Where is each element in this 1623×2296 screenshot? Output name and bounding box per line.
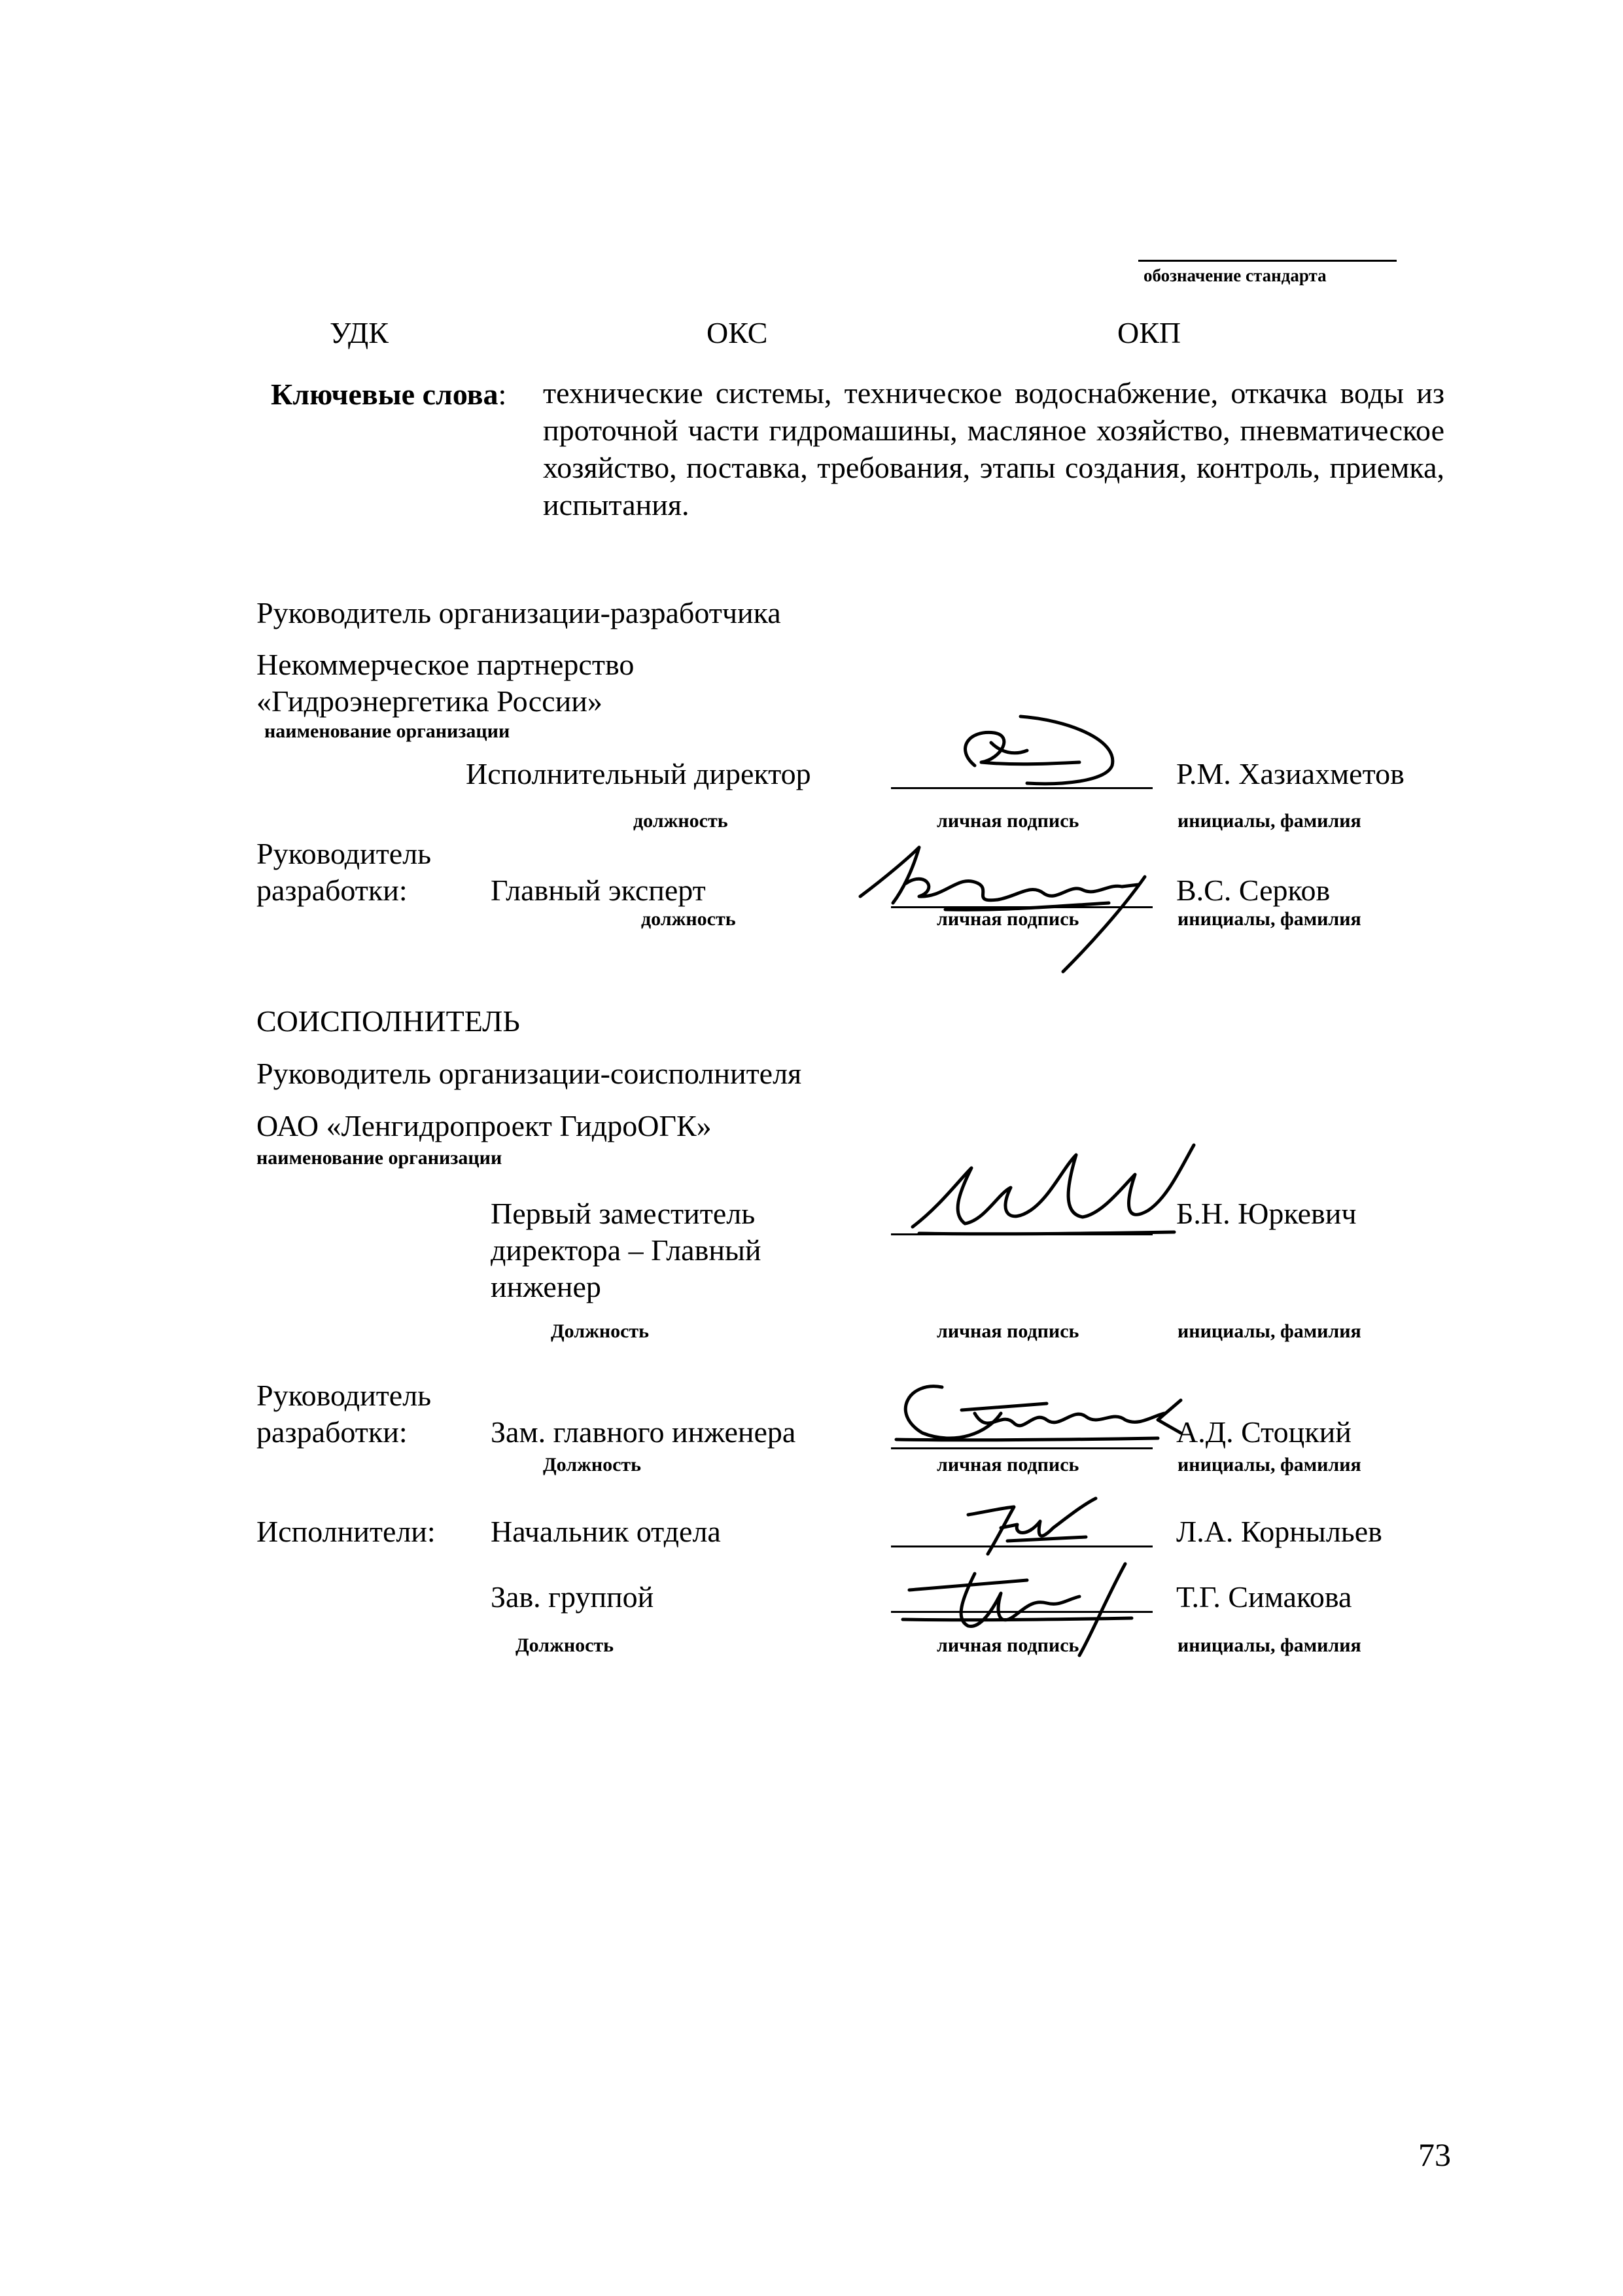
- exec-name-caption: инициалы, фамилия: [1178, 1634, 1361, 1656]
- oks-label: ОКС: [707, 316, 768, 349]
- developer-lead-label-1: Руководитель: [256, 837, 432, 870]
- coexecutor-head-position-3: инженер: [491, 1270, 601, 1303]
- coexecutor-lead-name-caption: инициалы, фамилия: [1178, 1454, 1361, 1475]
- exec2-signature-line: [891, 1611, 1153, 1613]
- udk-label: УДК: [330, 316, 389, 349]
- developer-heading: Руководитель организации-разработчика: [256, 596, 781, 629]
- page-number: 73: [1418, 2136, 1451, 2173]
- coexecutor-lead-signature-line: [891, 1447, 1153, 1449]
- coexecutor-org-caption: наименование организации: [256, 1147, 502, 1169]
- director-signature-caption: личная подпись: [937, 810, 1079, 832]
- director-position-caption: должность: [633, 810, 728, 832]
- coexecutor-lead-label-1: Руководитель: [256, 1379, 432, 1412]
- coexecutor-lead-signature-caption: личная подпись: [937, 1454, 1079, 1475]
- exec1-position: Начальник отдела: [491, 1515, 721, 1548]
- coexecutor-lead-signature: [883, 1374, 1184, 1459]
- exec-signature-caption: личная подпись: [937, 1634, 1079, 1656]
- standard-designation-caption: обозначение стандарта: [1143, 266, 1327, 285]
- coexecutor-title: СОИСПОЛНИТЕЛЬ: [256, 1004, 520, 1038]
- executors-label: Исполнители:: [256, 1515, 436, 1548]
- developer-lead-position: Главный эксперт: [491, 874, 706, 907]
- developer-org-line2: «Гидроэнергетика России»: [256, 684, 602, 718]
- developer-lead-signature-caption: личная подпись: [937, 908, 1079, 930]
- director-signature: [929, 703, 1138, 792]
- director-position: Исполнительный директор: [466, 757, 811, 790]
- okp-label: ОКП: [1117, 316, 1181, 349]
- coexecutor-head-signature-line: [891, 1233, 1153, 1235]
- director-name-caption: инициалы, фамилия: [1178, 810, 1361, 832]
- exec-position-caption: Должность: [515, 1634, 614, 1656]
- coexecutor-heading: Руководитель организации-соисполнителя: [256, 1057, 802, 1090]
- coexecutor-head-position-2: директора – Главный: [491, 1233, 761, 1267]
- keywords-label-text: Ключевые слова: [271, 378, 498, 411]
- director-name: Р.М. Хазиахметов: [1176, 757, 1405, 790]
- standard-designation-line: [1138, 260, 1397, 262]
- exec1-signature: [942, 1495, 1099, 1567]
- exec2-position: Зав. группой: [491, 1580, 654, 1614]
- developer-lead-name-caption: инициалы, фамилия: [1178, 908, 1361, 930]
- exec2-name: Т.Г. Симакова: [1176, 1580, 1352, 1614]
- keywords-label: [271, 380, 506, 410]
- coexecutor-lead-position-caption: Должность: [543, 1454, 642, 1475]
- coexecutor-org: ОАО «Ленгидропроект ГидроОГК»: [256, 1109, 712, 1142]
- coexecutor-lead-position: Зам. главного инженера: [491, 1415, 796, 1449]
- developer-lead-position-caption: должность: [641, 908, 736, 930]
- developer-lead-label-2: разработки:: [256, 874, 408, 907]
- developer-lead-name: В.С. Серков: [1176, 874, 1331, 907]
- coexecutor-head-position-caption: Должность: [551, 1320, 650, 1342]
- coexecutor-head-signature: [899, 1142, 1200, 1246]
- exec1-name: Л.А. Корныльев: [1176, 1515, 1382, 1548]
- exec1-signature-line: [891, 1545, 1153, 1547]
- coexecutor-head-position-1: Первый заместитель: [491, 1197, 756, 1230]
- coexecutor-head-name: Б.Н. Юркевич: [1176, 1197, 1357, 1230]
- developer-org-caption: наименование организации: [264, 720, 510, 742]
- developer-org-line1: Некоммерческое партнерство: [256, 648, 635, 681]
- keywords-text: технические системы, техническое водоснабжение, откачка воды из проточной части гидромашины, масляное хозяйство, пневматическое хозяйство, поставка, требования, этапы создания, контроль, приемка, испытания.: [543, 376, 1444, 521]
- coexecutor-lead-label-2: разработки:: [256, 1415, 408, 1449]
- coexecutor-head-name-caption: инициалы, фамилия: [1178, 1320, 1361, 1342]
- keywords-colon: :: [498, 378, 507, 411]
- coexecutor-head-signature-caption: личная подпись: [937, 1320, 1079, 1342]
- coexecutor-lead-name: А.Д. Стоцкий: [1176, 1415, 1352, 1449]
